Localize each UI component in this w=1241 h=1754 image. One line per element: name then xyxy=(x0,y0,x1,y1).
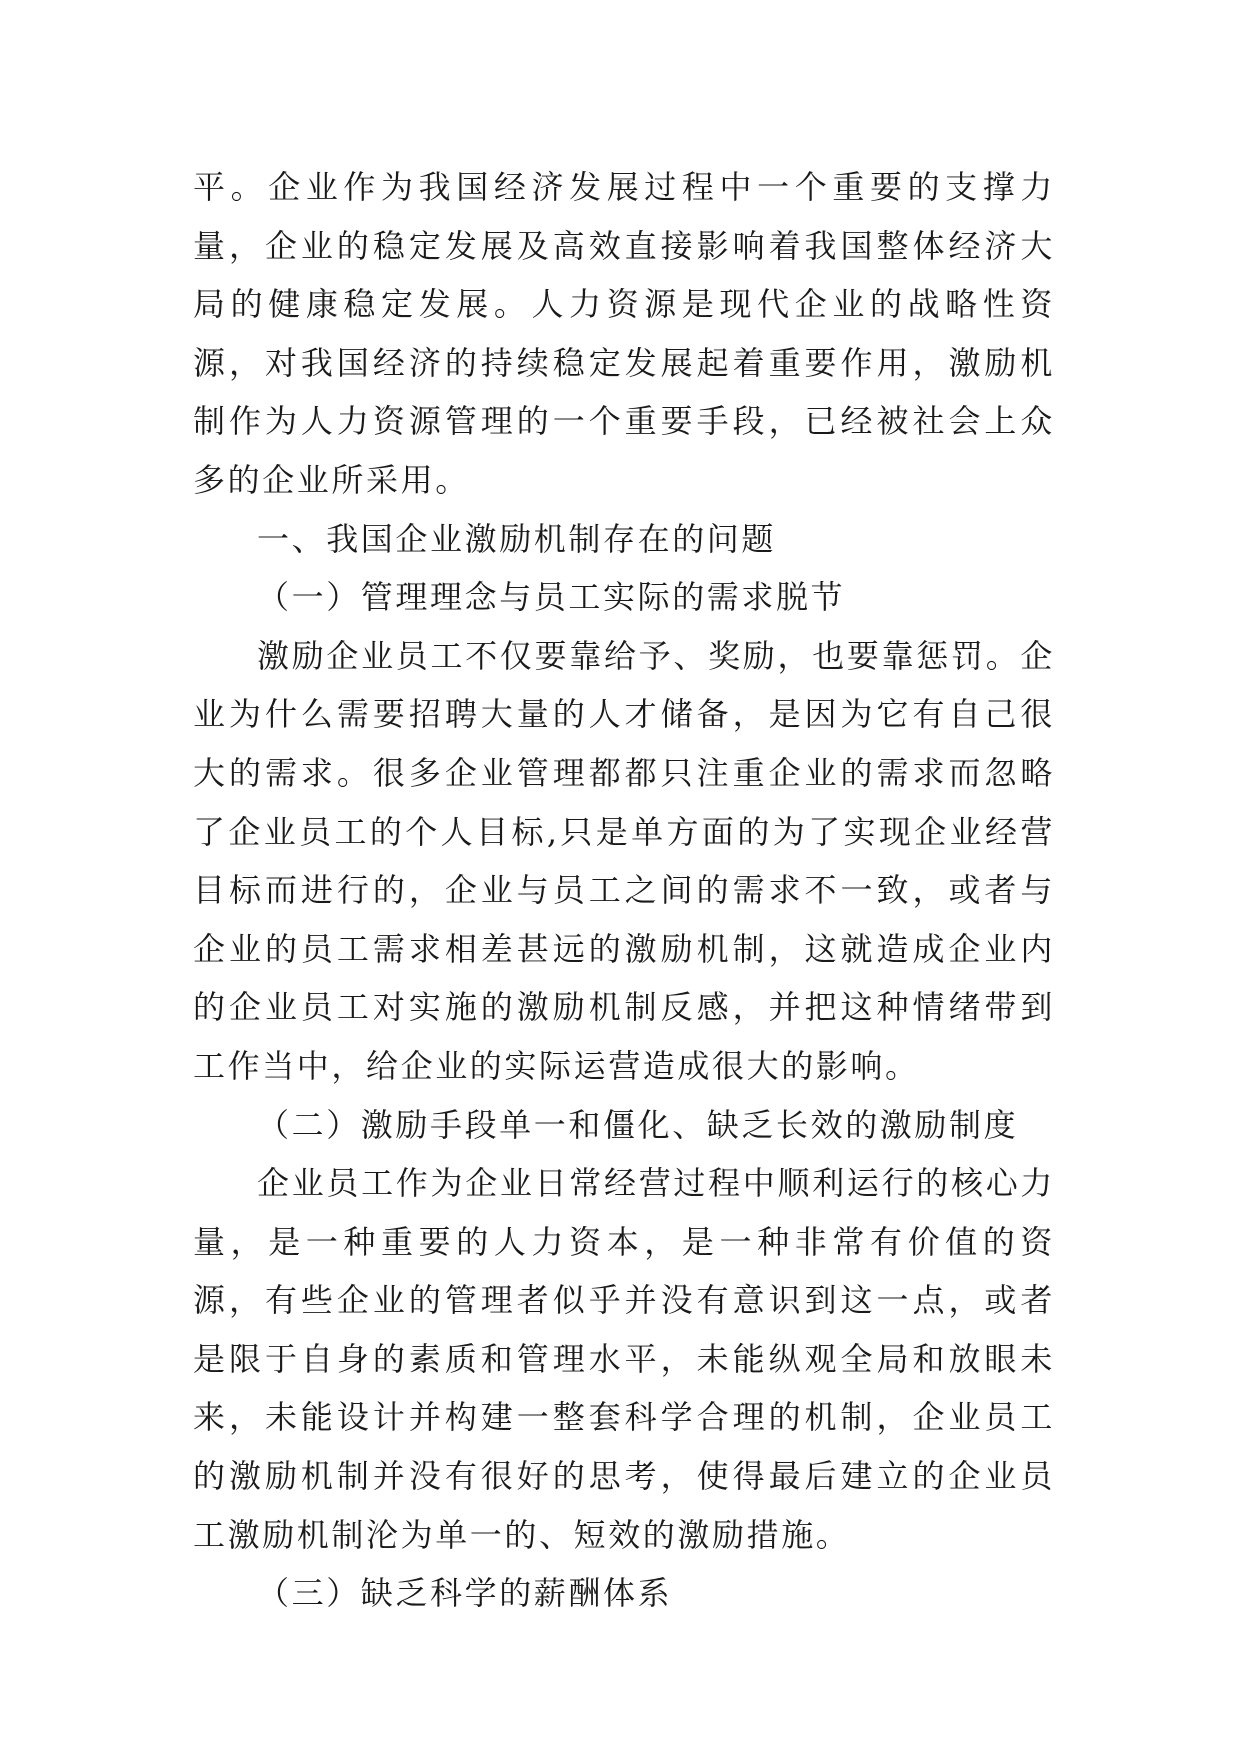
subsection-heading-3: （三）缺乏科学的薪酬体系 xyxy=(257,1574,673,1613)
paragraph-intro-continued: 平。企业作为我国经济发展过程中一个重要的支撑力量，企业的稳定发展及高效直接影响着我国整体经济大局的健康稳定发展。人力资源是现代企业的战略性资源，对我国经济的持续稳定发展起着重要作用，激励机制作为人力资源管理的一个重要手段，已经被社会上众多的企业所采用。 xyxy=(193,168,1055,499)
paragraph-body-2: 企业员工作为企业日常经营过程中顺利运行的核心力量，是一种重要的人力资本，是一种非常有价值的资源，有些企业的管理者似乎并没有意识到这一点，或者是限于自身的素质和管理水平，未能纵观全局和放眼未来，未能设计并构建一整套科学合理的机制，企业员工的激励机制并没有很好的思考，使得最后建立的企业员工激励机制沦为单一的、短效的激励措施。 xyxy=(193,1164,1055,1554)
section-heading-1: 一、我国企业激励机制存在的问题 xyxy=(257,519,777,558)
document-body xyxy=(193,158,1055,1623)
paragraph-body-1: 激励企业员工不仅要靠给予、奖励，也要靠惩罚。企业为什么需要招聘大量的人才储备，是因为它有自己很大的需求。很多企业管理都都只注重企业的需求而忽略了企业员工的个人目标,只是单方面的为了实现企业经营目标而进行的，企业与员工之间的需求不一致，或者与企业的员工需求相差甚远的激励机制，这就造成企业内的企业员工对实施的激励机制反感，并把这种情绪带到工作当中，给企业的实际运营造成很大的影响。 xyxy=(193,636,1055,1085)
subsection-heading-1: （一）管理理念与员工实际的需求脱节 xyxy=(257,578,846,617)
subsection-heading-2: （二）激励手段单一和僵化、缺乏长效的激励制度 xyxy=(257,1105,1019,1144)
